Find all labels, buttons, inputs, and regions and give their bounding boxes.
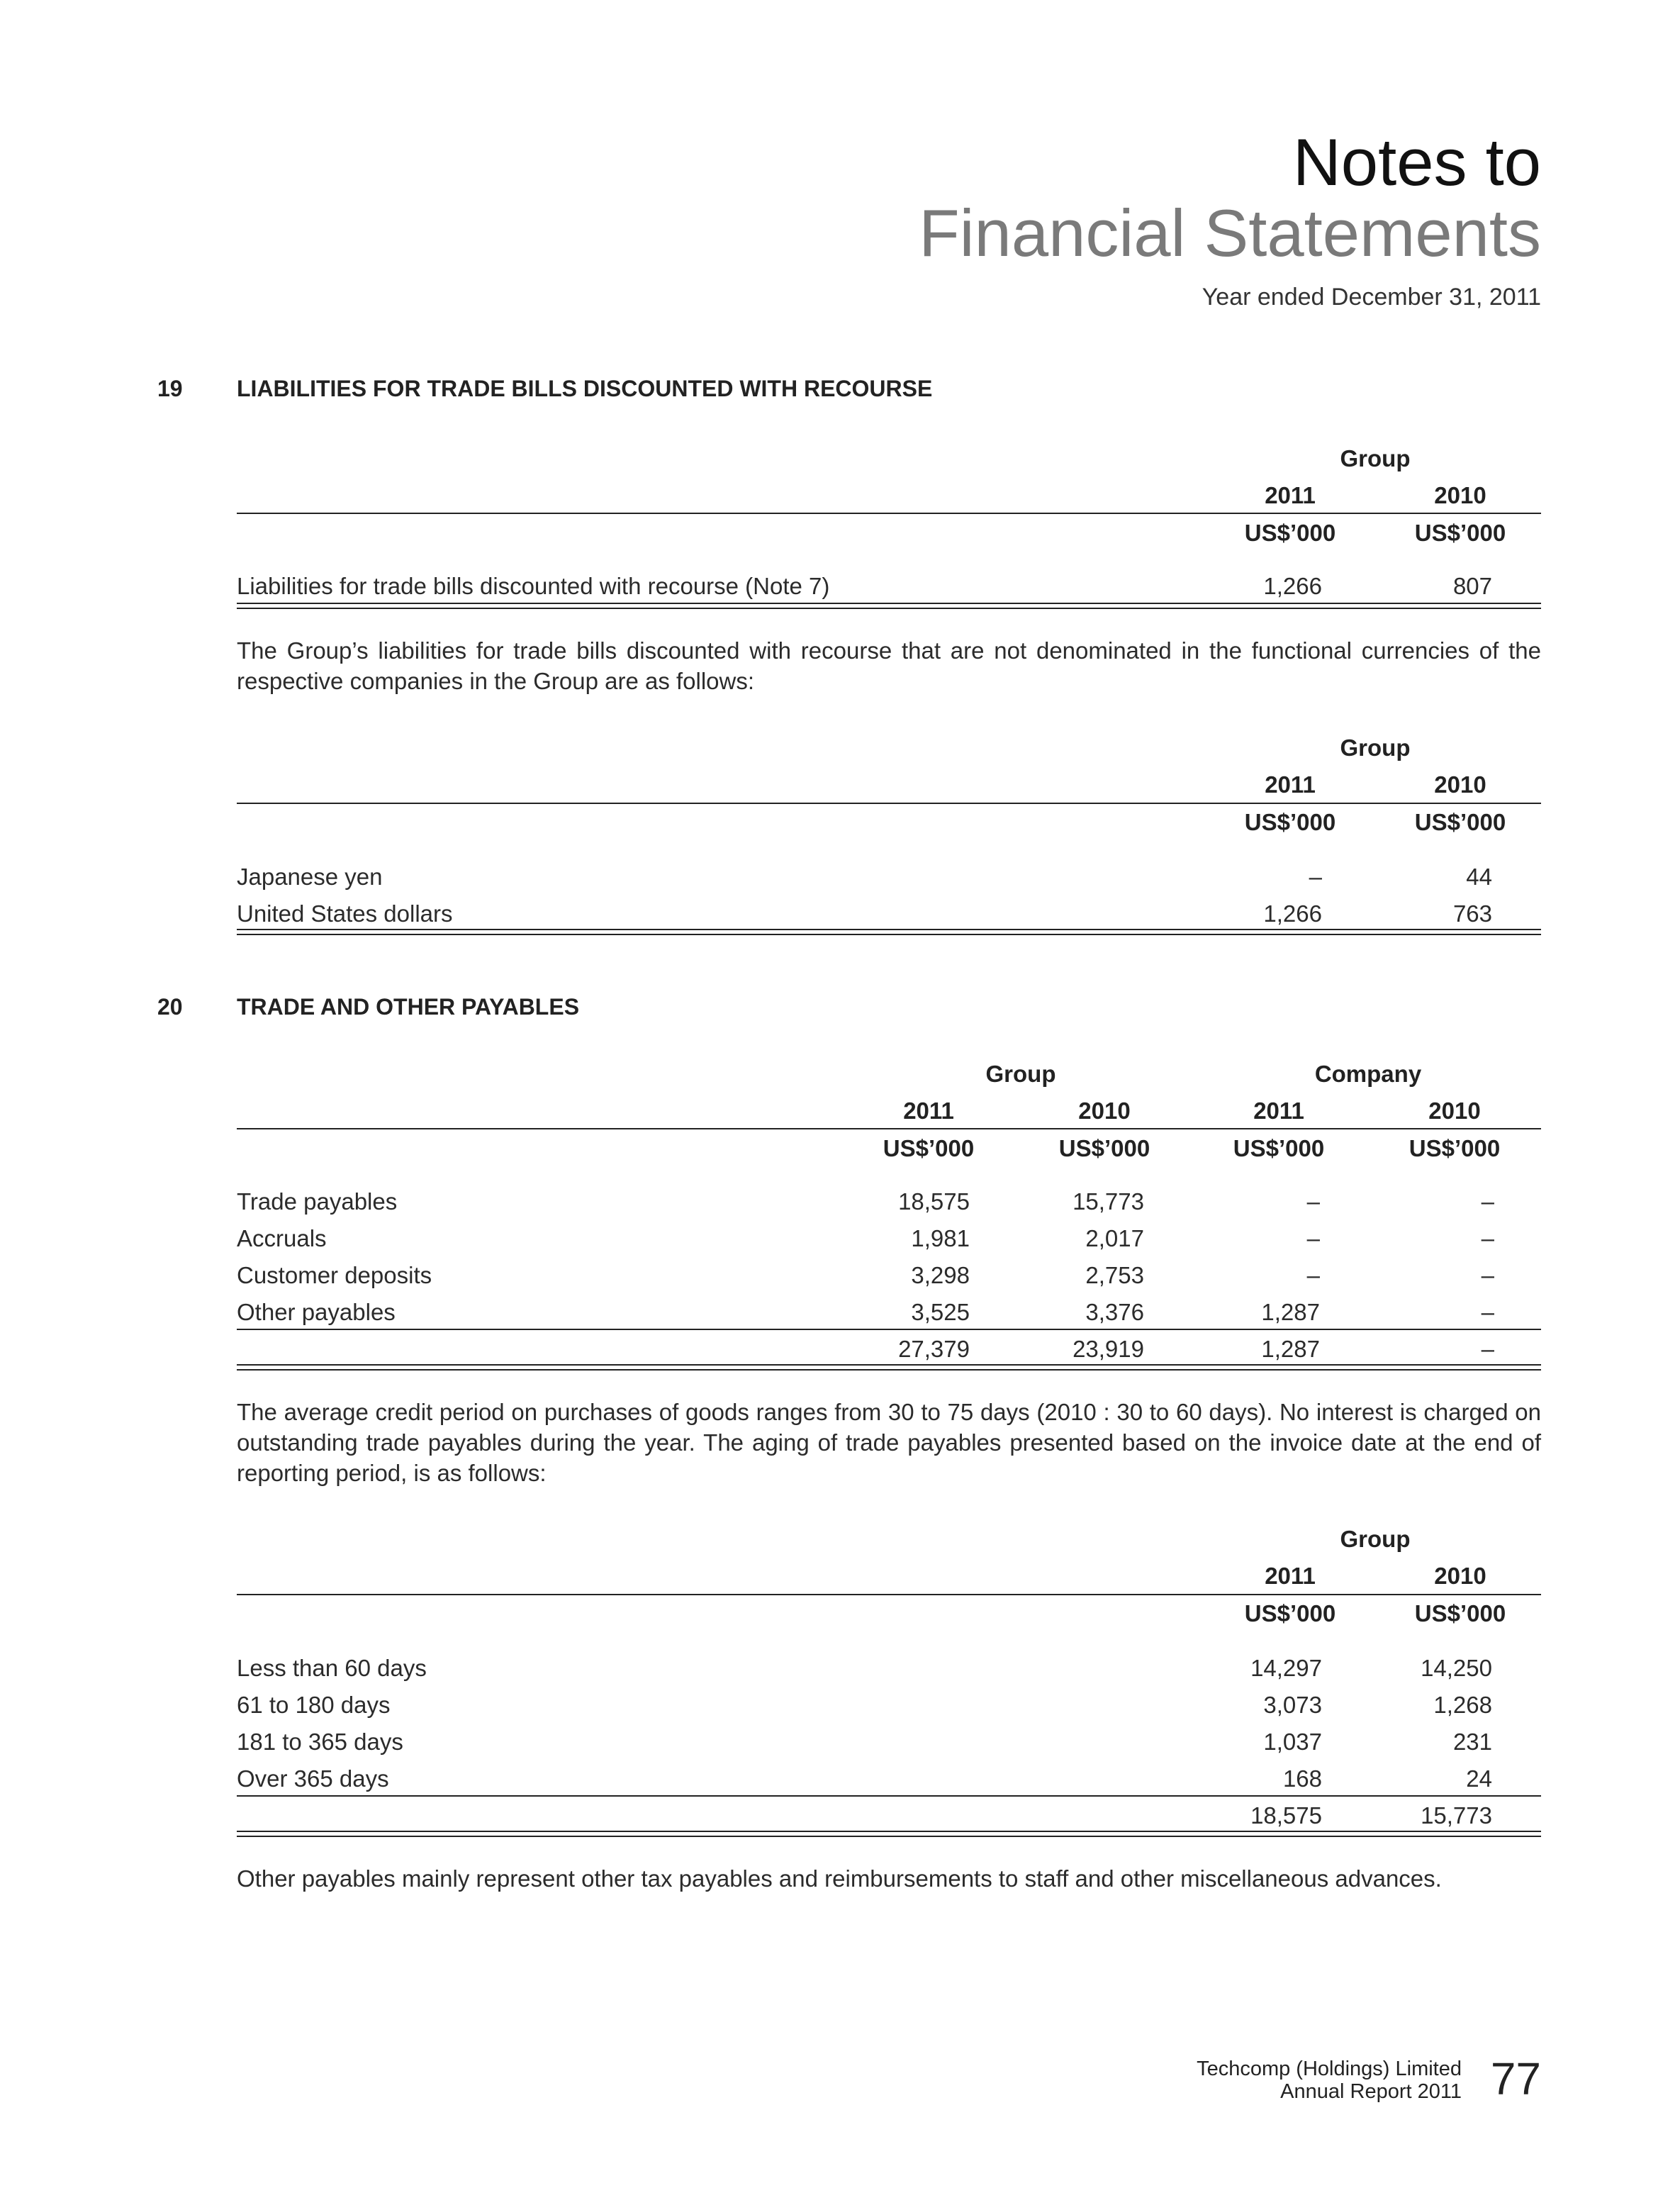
unit-header: US$’000 [1409, 1135, 1501, 1161]
table-cell: – [1481, 1225, 1494, 1251]
double-rule [237, 1364, 1541, 1371]
total-cell: 1,287 [1261, 1336, 1320, 1362]
year-header: 2010 [1078, 1098, 1131, 1124]
table-row-label: Japanese yen [237, 864, 383, 890]
year-header: 2010 [1434, 771, 1486, 798]
table-row-label: 61 to 180 days [237, 1692, 391, 1718]
table-cell: – [1481, 1262, 1494, 1288]
note-19-number: 19 [157, 376, 183, 401]
group-header: Group [985, 1061, 1056, 1087]
table-cell: 15,773 [1073, 1188, 1144, 1215]
note-19-title: LIABILITIES FOR TRADE BILLS DISCOUNTED WITH RECOURSE [237, 376, 933, 401]
period-label: Year ended December 31, 2011 [1202, 284, 1541, 311]
table-cell: 3,298 [911, 1262, 970, 1288]
group-header: Group [1340, 445, 1411, 471]
rule [237, 1795, 1541, 1797]
table-cell: 763 [1452, 900, 1492, 927]
footer-company: Techcomp (Holdings) Limited [1197, 2058, 1462, 2080]
note-20-paragraph-1: The average credit period on purchases of goods ranges from 30 to 75 days (2010 : 30 to 60 days). No interest is charged on outstanding trade payables during the year. The aging of trade payables presented based on the invoice date at the end of reporting period, is as follows: [237, 1399, 1541, 1486]
table-cell: 3,073 [1263, 1692, 1322, 1718]
year-header: 2011 [903, 1098, 954, 1124]
double-rule [237, 603, 1541, 609]
table-cell: – [1306, 1262, 1320, 1288]
table-cell: 1,037 [1263, 1729, 1322, 1755]
table-row-label: 181 to 365 days [237, 1729, 403, 1755]
table-cell: 2,017 [1085, 1225, 1144, 1251]
footer-report: Annual Report 2011 [1280, 2080, 1462, 2103]
table-cell: 1,268 [1433, 1692, 1492, 1718]
unit-header: US$’000 [1414, 520, 1506, 546]
year-header: 2010 [1428, 1098, 1481, 1124]
table-cell: 1,287 [1261, 1299, 1320, 1325]
group-header: Group [1340, 1526, 1411, 1552]
table-row-label: United States dollars [237, 900, 453, 927]
table-cell: 1,266 [1263, 900, 1322, 927]
note-20-title: TRADE AND OTHER PAYABLES [237, 994, 580, 1020]
unit-header: US$’000 [1058, 1135, 1150, 1161]
total-cell: 27,379 [898, 1336, 970, 1362]
unit-header: US$’000 [1244, 520, 1336, 546]
total-cell: 23,919 [1073, 1336, 1144, 1362]
double-rule [237, 1831, 1541, 1837]
table-cell: 14,297 [1250, 1655, 1322, 1681]
table-row-label: Accruals [237, 1225, 327, 1251]
unit-header: US$’000 [1233, 1135, 1325, 1161]
page-number: 77 [1490, 2053, 1541, 2104]
rule [237, 1128, 1541, 1129]
double-rule [237, 929, 1541, 935]
table-cell: 18,575 [898, 1188, 970, 1215]
table-cell: 3,525 [911, 1299, 970, 1325]
rule [237, 1594, 1541, 1595]
total-cell: – [1481, 1336, 1494, 1362]
table-row-label: Liabilities for trade bills discounted with recourse (Note 7) [237, 573, 830, 599]
rule [237, 803, 1541, 804]
total-cell: 15,773 [1421, 1802, 1492, 1829]
unit-header: US$’000 [883, 1135, 975, 1161]
company-header: Company [1314, 1061, 1422, 1087]
year-header: 2011 [1265, 482, 1316, 508]
rule [237, 513, 1541, 514]
unit-header: US$’000 [1244, 809, 1336, 835]
table-cell: – [1481, 1188, 1494, 1215]
year-header: 2011 [1253, 1098, 1304, 1124]
table-cell: 24 [1466, 1765, 1492, 1792]
rule [237, 1329, 1541, 1330]
table-cell: 168 [1282, 1765, 1322, 1792]
table-cell: 807 [1452, 573, 1492, 599]
year-header: 2011 [1265, 1563, 1316, 1589]
table-row-label: Customer deposits [237, 1262, 432, 1288]
table-row-label: Over 365 days [237, 1765, 389, 1792]
note-19-paragraph: The Group’s liabilities for trade bills discounted with recourse that are not denominated in the functional currencies of the respective companies in the Group are as follows: [237, 637, 1541, 694]
year-header: 2011 [1265, 771, 1316, 798]
table-cell: 1,981 [911, 1225, 970, 1251]
table-row-label: Trade payables [237, 1188, 398, 1215]
table-cell: – [1306, 1188, 1320, 1215]
unit-header: US$’000 [1414, 1600, 1506, 1626]
table-cell: – [1309, 864, 1322, 890]
table-row-label: Other payables [237, 1299, 396, 1325]
unit-header: US$’000 [1244, 1600, 1336, 1626]
table-cell: 14,250 [1421, 1655, 1492, 1681]
table-cell: 1,266 [1263, 573, 1322, 599]
note-20-paragraph-2: Other payables mainly represent other tax payables and reimbursements to staff and other miscellaneous advances. [237, 1865, 1442, 1892]
table-cell: 2,753 [1085, 1262, 1144, 1288]
table-cell: – [1481, 1299, 1494, 1325]
note-20-number: 20 [157, 994, 183, 1020]
year-header: 2010 [1434, 482, 1486, 508]
page-title: Notes to [1292, 125, 1541, 199]
table-cell: 3,376 [1085, 1299, 1144, 1325]
table-row-label: Less than 60 days [237, 1655, 427, 1681]
table-cell: 231 [1452, 1729, 1492, 1755]
year-header: 2010 [1434, 1563, 1486, 1589]
total-cell: 18,575 [1250, 1802, 1322, 1829]
page-subtitle: Financial Statements [919, 196, 1541, 270]
group-header: Group [1340, 735, 1411, 761]
unit-header: US$’000 [1414, 809, 1506, 835]
table-cell: – [1306, 1225, 1320, 1251]
table-cell: 44 [1466, 864, 1492, 890]
